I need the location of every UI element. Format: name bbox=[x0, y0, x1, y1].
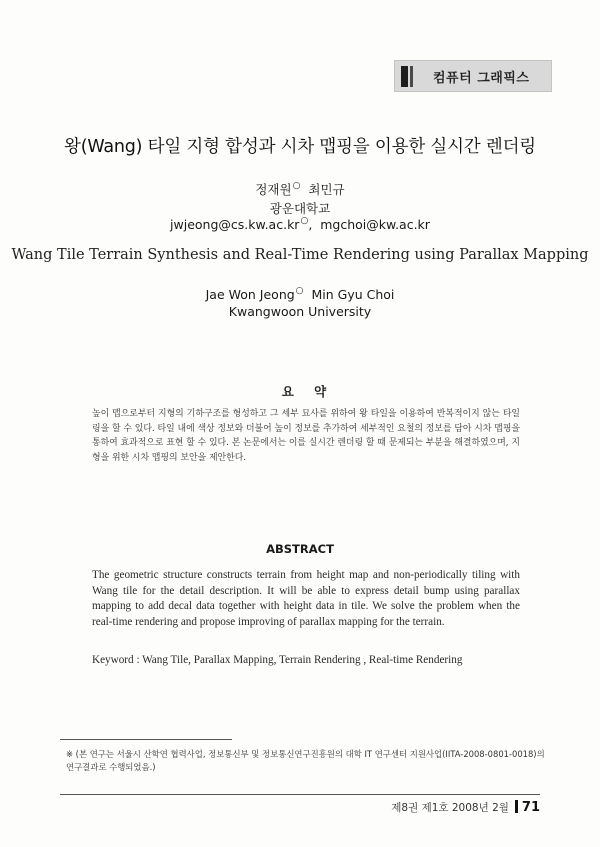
footnote-rule bbox=[60, 739, 232, 740]
keyword-line: Keyword : Wang Tile, Parallax Mapping, Terrain Rendering , Real-time Rendering bbox=[92, 654, 463, 666]
yoyak-body: 높이 맵으로부터 지형의 기하구조를 형성하고 그 세부 묘사를 위하여 왕 타일을 이용하여 반복적이지 않는 타일링을 할 수 있다. 타일 내에 색상 정보와 더불어 높이 정보를 추가하여 세부적인 요철의 정보를 담아 시차 맵핑을 통하여 효과적으로 표현 할 수 있다. 본 논문에서는 이를 실시간 렌더링 할 때 문제되는 부분을 해결하였으며, 지형을 위한 시차 맵핑의 보안을 제안한다. bbox=[92, 409, 520, 464]
author-ko-2: 최민규 bbox=[308, 182, 345, 197]
keyword-label: Keyword bbox=[92, 654, 134, 666]
email-2: mgchoi@kw.ac.kr bbox=[320, 217, 430, 232]
footer-rule bbox=[60, 794, 540, 795]
abstract-text: The geometric structure constructs terrain from height map and non-periodically tiling with Wang tile for the detail description. It will be able to express detail bump using parallax mapping to add decal data together with height data in tile. We solve the problem when the real-time rendering and propose improving of parallax mapping for the terrain. bbox=[92, 569, 520, 628]
paper-title-en: Wang Tile Terrain Synthesis and Real-Time Rendering using Parallax Mapping bbox=[11, 247, 589, 263]
authors-ko bbox=[0, 180, 600, 198]
author-ko-1: 정재원 bbox=[255, 182, 292, 197]
section-tab bbox=[394, 60, 552, 92]
issue-info: 제8권 제1호 2008년 2월 bbox=[391, 802, 509, 814]
corresponding-mark-email: ○ bbox=[300, 216, 309, 226]
page-footer bbox=[391, 800, 540, 815]
section-marker-bar-thin bbox=[410, 66, 413, 87]
author-en-1: Jae Won Jeong bbox=[205, 287, 295, 302]
author-en-2: Min Gyu Choi bbox=[311, 287, 395, 302]
page-number: 71 bbox=[521, 800, 540, 815]
abstract-heading: ABSTRACT bbox=[266, 542, 334, 556]
section-label: 컴퓨터 그래픽스 bbox=[433, 71, 530, 86]
corresponding-mark: ○ bbox=[292, 181, 301, 191]
affiliation-en: Kwangwoon University bbox=[228, 304, 372, 319]
affiliation-ko: 광운대학교 bbox=[269, 201, 331, 216]
corresponding-mark-en: ○ bbox=[295, 286, 304, 296]
yoyak-heading: 요 약 bbox=[281, 384, 335, 399]
section-marker-bar bbox=[401, 66, 408, 87]
funding-footnote: ※ (본 연구는 서울시 산학연 협력사업, 정보통신부 및 정보통신연구진흥원의 대학 IT 연구센터 지원사업(IITA-2008-0801-0018)의 연구결과로 수행되었음.) bbox=[66, 749, 545, 772]
footer-separator bbox=[515, 800, 518, 813]
keyword-values: Wang Tile, Parallax Mapping, Terrain Rendering , Real-time Rendering bbox=[142, 654, 463, 666]
author-emails: jwjeong@cs.kw.ac.kr○, mgchoi@kw.ac.kr bbox=[170, 216, 430, 232]
paper-title-ko: 왕(Wang) 타일 지형 합성과 시차 맵핑을 이용한 실시간 렌더링 bbox=[64, 137, 536, 157]
authors-en bbox=[0, 286, 600, 302]
email-1: jwjeong@cs.kw.ac.kr bbox=[170, 217, 300, 232]
abstract-body bbox=[92, 568, 520, 630]
